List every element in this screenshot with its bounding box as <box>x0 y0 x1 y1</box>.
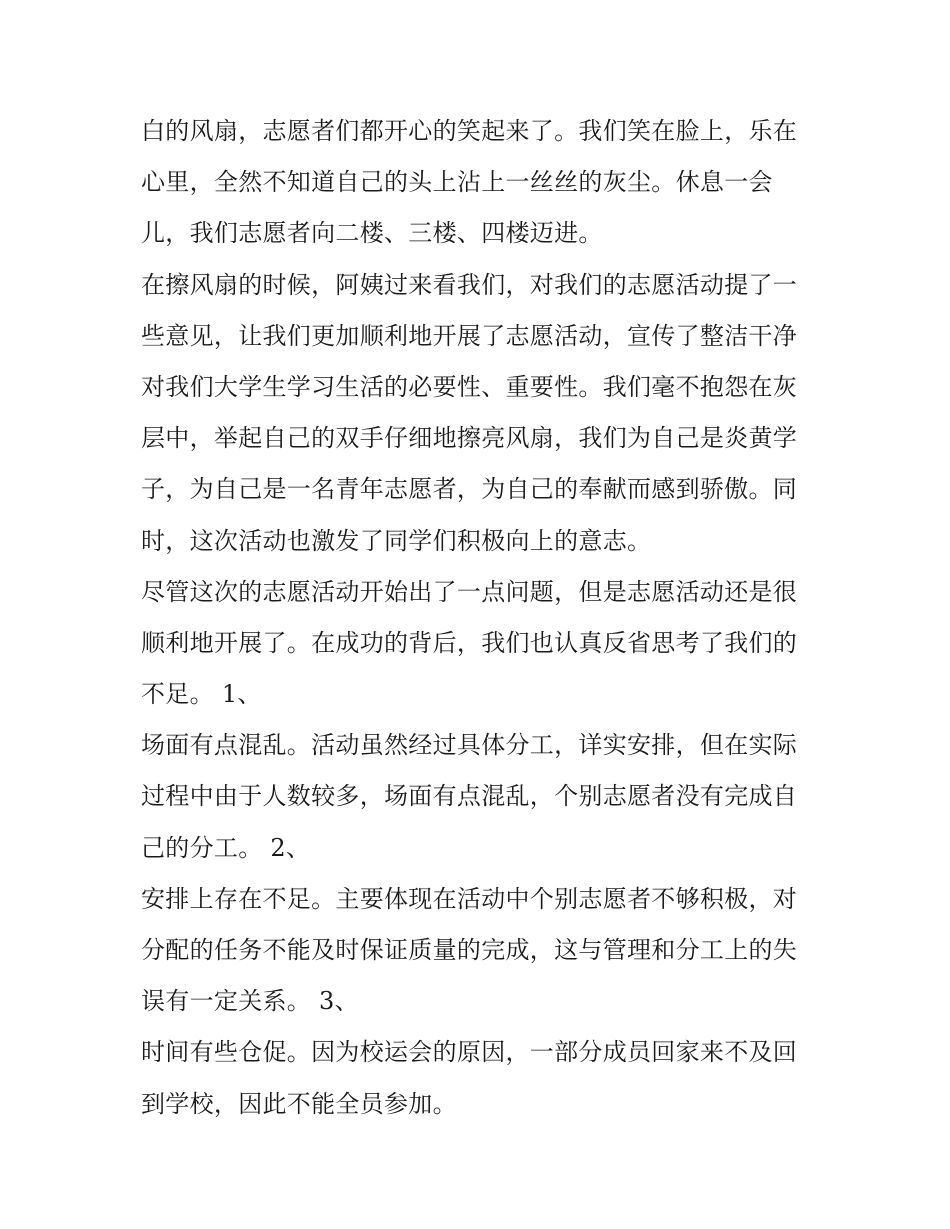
text-line: 些意见，让我们更加顺利地开展了志愿活动，宣传了整洁干净 <box>141 321 798 350</box>
text-line: 对我们大学生学习生活的必要性、重要性。我们毫不抱怨在灰 <box>141 372 798 401</box>
text-line: 误有一定关系。 3、 <box>141 987 359 1016</box>
text-line: 时间有些仓促。因为校运会的原因，一部分成员回家来不及回 <box>141 1038 798 1067</box>
text-line: 心里，全然不知道自己的头上沾上一丝丝的灰尘。休息一会 <box>141 168 773 197</box>
text-line: 时，这次活动也激发了同学们积极向上的意志。 <box>141 526 652 555</box>
text-line: 层中，举起自己的双手仔细地擦亮风扇，我们为自己是炎黄学 <box>141 424 798 453</box>
document-body-text <box>141 106 821 1130</box>
text-line: 尽管这次的志愿活动开始出了一点问题，但是志愿活动还是很 <box>141 577 798 606</box>
text-line: 场面有点混乱。活动虽然经过具体分工，详实安排，但在实际 <box>141 731 798 760</box>
text-line: 白的风扇，志愿者们都开心的笑起来了。我们笑在脸上，乐在 <box>141 117 798 145</box>
text-line: 到学校，因此不能全员参加。 <box>141 1089 457 1118</box>
text-line: 不足。 1、 <box>141 680 262 709</box>
text-line: 安排上存在不足。主要体现在活动中个别志愿者不够积极，对 <box>141 884 798 913</box>
text-line: 子，为自己是一名青年志愿者，为自己的奉献而感到骄傲。同 <box>141 475 798 504</box>
text-line: 己的分工。 2、 <box>141 833 311 862</box>
text-line: 顺利地开展了。在成功的背后，我们也认真反省思考了我们的 <box>141 628 798 657</box>
text-line: 过程中由于人数较多，场面有点混乱，个别志愿者没有完成自 <box>141 782 798 811</box>
text-line: 儿，我们志愿者向二楼、三楼、四楼迈进。 <box>141 219 603 248</box>
text-line: 分配的任务不能及时保证质量的完成，这与管理和分工上的失 <box>141 936 798 964</box>
text-line: 在擦风扇的时候，阿姨过来看我们，对我们的志愿活动提了一 <box>141 270 798 299</box>
